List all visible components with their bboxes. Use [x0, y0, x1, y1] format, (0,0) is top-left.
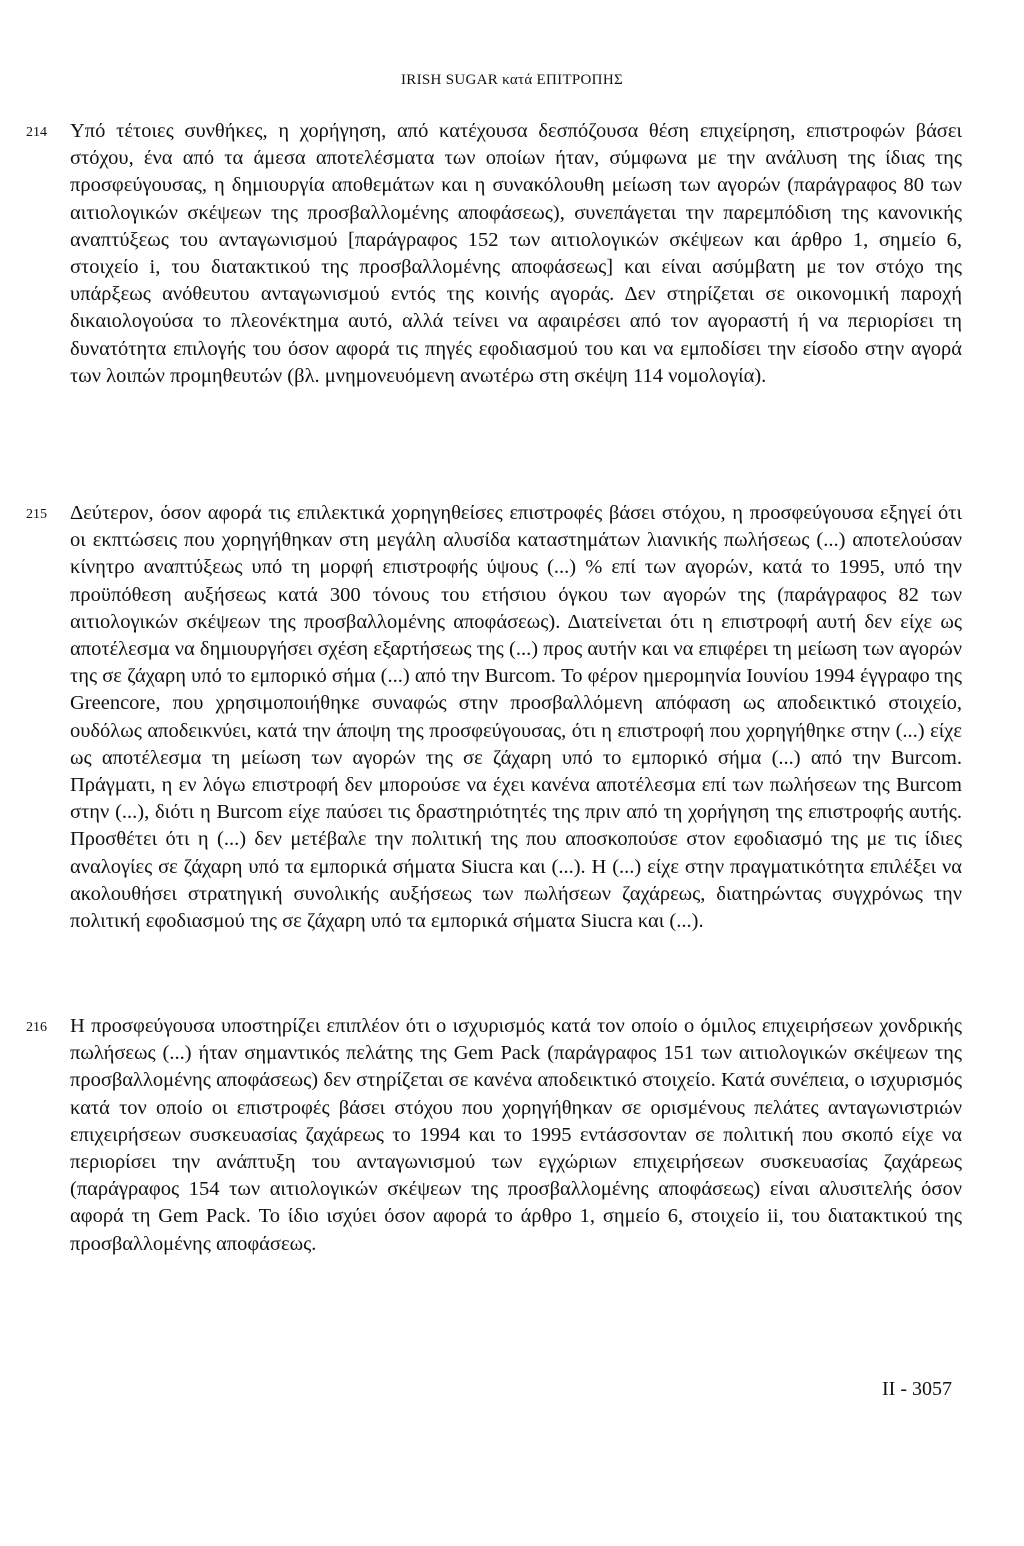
paragraph-number: 215 [26, 507, 47, 522]
paragraph-215 [26, 500, 962, 935]
paragraph-number: 214 [26, 125, 47, 140]
running-header: IRISH SUGAR κατά ΕΠΙΤΡΟΠΗΣ [401, 72, 623, 88]
paragraph-text: Η προσφεύγουσα υποστηρίζει επιπλέον ότι ο ισχυρισμός κατά τον οποίο ο όμιλος επιχειρήσεων χονδρικής πωλήσεως (...) ήταν σημαντικός πελάτης της Gem Pack (παράγραφος 151 των αιτιολογικών σκέψεων της προσβαλλομένης αποφάσεως) δεν στηρίζεται σε κανένα αποδεικτικό στοιχείο. Κατά συνέπεια, ο ισχυρισμός κατά τον οποίο οι επιστροφές βάσει στόχου που χορηγήθηκαν σε ορισμένους πελάτες ανταγωνιστριών επιχειρήσεων συσκευασίας ζαχάρεως το 1994 και το 1995 εντάσσονταν σε πολιτική που σκοπό είχε να περιορίσει την ανάπτυξη του ανταγωνισμού των εγχώριων επιχειρήσεων συσκευασίας ζαχάρεως (παράγραφος 154 των αιτιολογικών σκέψεων της προσβαλλομένης αποφάσεως) είναι αλυσιτελής όσον αφορά τη Gem Pack. Το ίδιο ισχύει όσον αφορά το άρθρο 1, σημείο 6, στοιχείο ii, του διατακτικού της προσβαλλομένης αποφάσεως. [70, 1015, 962, 1255]
paragraph-214 [26, 118, 962, 390]
paragraph-216 [26, 1013, 962, 1258]
paragraph-text: Υπό τέτοιες συνθήκες, η χορήγηση, από κατέχουσα δεσπόζουσα θέση επιχείρηση, επιστροφών βάσει στόχου, ένα από τα άμεσα αποτελέσματα των οποίων ήταν, σύμφωνα με την ανάλυση της ίδιας της προσφεύγουσας, η δημιουργία αποθεμάτων και η συνακόλουθη μείωση των αγορών (παράγραφος 80 των αιτιολογικών σκέψεων της προσβαλλομένης αποφάσεως), συνεπάγεται την παρεμπόδιση της κανονικής αναπτύξεως του ανταγωνισμού [παράγραφος 152 των αιτιολογικών σκέψεων και άρθρο 1, σημείο 6, στοιχείο i, του διατακτικού της προσβαλλομένης αποφάσεως] και είναι ασύμβατη με τον στόχο της υπάρξεως ανόθευτου ανταγωνισμού εντός της κοινής αγοράς. Δεν στηρίζεται σε οικονομική παροχή δικαιολογούσα το πλεονέκτημα αυτό, αλλά τείνει να αφαιρέσει από τον αγοραστή ή να περιορίσει τη δυνατότητα επιλογής του όσον αφορά τις πηγές εφοδιασμού του και να εμποδίσει την είσοδο στην αγορά των λοιπών προμηθευτών (βλ. μνημονευόμενη ανωτέρω στη σκέψη 114 νομολογία). [70, 120, 962, 387]
paragraph-number: 216 [26, 1020, 47, 1035]
paragraph-text: Δεύτερον, όσον αφορά τις επιλεκτικά χορηγηθείσες επιστροφές βάσει στόχου, η προσφεύγουσα εξηγεί ότι οι εκπτώσεις που χορηγήθηκαν στη μεγάλη αλυσίδα καταστημάτων λιανικής πωλήσεως (...) αποτελούσαν κίνητρο αναπτύξεως υπό τη μορφή επιστροφής ύψους (...) % επί των αγορών, κατά το 1995, υπό την προϋπόθεση αυξήσεως κατά 300 τόνους του ετήσιου όγκου των αγορών της (παράγραφος 82 των αιτιολογικών σκέψεων της προσβαλλομένης αποφάσεως). Διατείνεται ότι η επιστροφή αυτή δεν είχε ως αποτέλεσμα να δημιουργήσει σχέση εξαρτήσεως της (...) προς αυτήν και να επιφέρει τη μείωση των αγορών της σε ζάχαρη υπό το εμπορικό σήμα (...) από την Burcom. Το φέρον ημερομηνία Ιουνίου 1994 έγγραφο της Greencore, που χρησιμοποιήθηκε συναφώς στην προσβαλλόμενη απόφαση ως αποδεικτικό στοιχείο, ουδόλως αποδεικνύει, κατά την άποψη της προσφεύγουσας, ότι η επιστροφή που χορηγήθηκε στην (...) είχε ως αποτέλεσμα τη μείωση των αγορών της σε ζάχαρη υπό το εμπορικό σήμα (...) από την Burcom. Πράγματι, η εν λόγω επιστροφή δεν μπορούσε να έχει κανένα αποτέλεσμα επί των πωλήσεων της Burcom στην (...), διότι η Burcom είχε παύσει τις δραστηριότητές της πριν από τη χορήγηση της επιστροφής αυτής. Προσθέτει ότι η (...) δεν μετέβαλε την πολιτική της που αποσκοπούσε στον εφοδιασμό της με τις ίδιες αναλογίες σε ζάχαρη υπό τα εμπορικά σήματα Siucra και (...). Η (...) είχε στην πραγματικότητα επιλέξει να ακολουθήσει στρατηγική συνολικής αυξήσεως των πωλήσεων ζαχάρεως, διατηρώντας συγχρόνως την πολιτική εφοδιασμού της σε ζάχαρη υπό τα εμπορικά σήματα Siucra και (...). [70, 502, 962, 933]
page-number: II - 3057 [882, 1378, 952, 1400]
